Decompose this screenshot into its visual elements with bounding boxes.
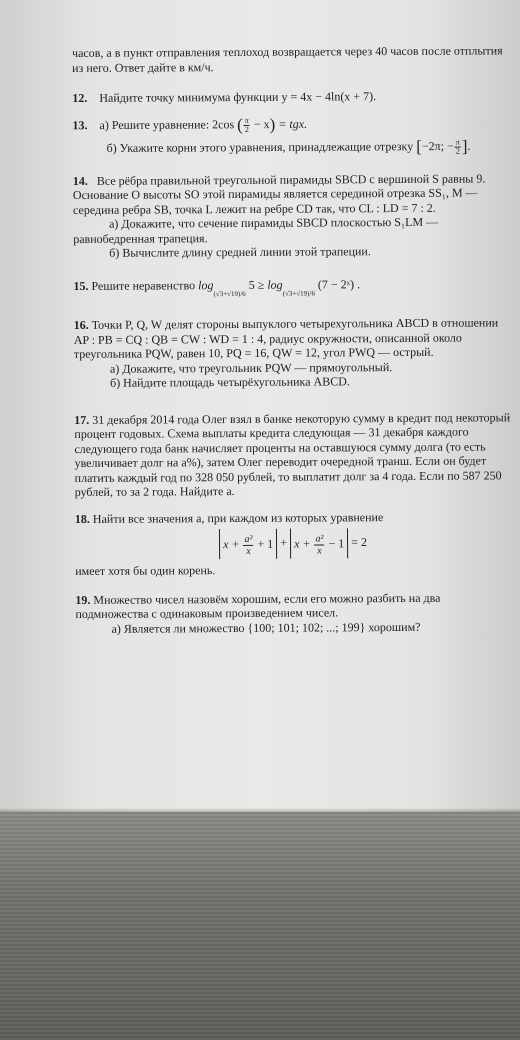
problem-15-prefix: Решите неравенство <box>91 277 196 293</box>
problem-19 <box>75 590 511 622</box>
problem-13b: б) Укажите корни этого уравнения, принадлежащие отрезку [−2π; − $\frac{\pi}{2}$ ]. <box>106 136 471 156</box>
problem-17 <box>74 410 511 500</box>
problem-14-text: Все рёбра правильной треугольной пирамиды SBCD с вершиной S равны 9. Основание O высоты SO этой пирамиды является серединой отрезка SS₁, M — середина ребра SB, точка L лежит на ребре CD так, что CL : LD = 7 : 2. <box>72 170 486 217</box>
problem-18 <box>75 509 511 526</box>
problem-16a: а) Докажите, что треугольник PQW — прямоугольный. <box>109 359 393 376</box>
abs-term-1: x + $\frac{\text{a²}}{x}$ + 1 <box>219 529 277 559</box>
log-function-2: log <box>267 277 283 292</box>
problem-14a: а) Докажите, что сечение пирамиды SBCD плоскостью S₁LM — равнобедренная трапеция. <box>73 214 439 246</box>
problem-18-text: Найти все значения a, при каждом из которых уравнение <box>92 509 384 526</box>
problem-16-number: 16. <box>73 317 89 332</box>
problem-12-number: 12. <box>72 90 88 105</box>
problem-19-number: 19. <box>75 592 91 607</box>
problem-13a-prefix: а) Решите уравнение: 2cos <box>99 116 235 132</box>
log-base-2: (√3+√19)/6 <box>282 289 315 298</box>
problem-13a-suffix: = tgx. <box>278 116 308 131</box>
intro-text: часов, а в пункт отправления теплоход возвращается через 40 часов после отплытия из него. Ответ дайте в км/ч. <box>72 43 503 75</box>
problem-17-number: 17. <box>74 412 90 427</box>
problem-sheet-text <box>72 43 512 636</box>
problem-14b: б) Вычислите длину средней линии этой трапеции. <box>109 244 371 260</box>
log-function-1: log <box>198 277 214 292</box>
problem-19-text: Множество чисел назовём хорошим, если его можно разбить на два подмножества с одинаковым произведением чисел. <box>75 590 441 621</box>
problem-15-number: 15. <box>73 278 89 293</box>
problem-15-mid: 5 ≥ <box>248 277 265 292</box>
problem-17-text: 31 декабря 2014 года Олег взял в банке некоторую сумму в кредит под некоторый процент годовых. Схема выплаты кредита следующая — 31 декабря каждого следующего года банк начисляет проценты на оставшуюся сумму долга (то есть увеличивает долг на a%), затем Олег переводит очередной транш. Если он будет платить каждый год по 328 050 рублей, то выплатит долг за 4 года. Если по 587 250 рублей, то за 2 года. Найдите a. <box>74 409 511 499</box>
problem-13a: 13. а) Решите уравнение: 2cos ( $\frac{\pi}{2}$ − x) = tgx. <box>72 114 308 134</box>
problem-14-number: 14. <box>72 173 88 188</box>
equation-rhs: = 2 <box>351 534 368 550</box>
problem-18-number: 18. <box>74 511 90 526</box>
problem-15 <box>73 276 509 302</box>
problem-13a-rest: − x <box>253 116 270 131</box>
pi-over-two-fraction: $\frac{\pi}{2}$ <box>244 115 249 134</box>
problem-13-number: 13. <box>72 117 88 132</box>
problem-16-text: Точки P, Q, W делят стороны выпуклого четырехугольника ABCD в отношении AP : PB = CQ : QB = CW : WD = 1 : 4, радиус окружности, описанной около треугольника PQW, равен 10, PQ = 16, QW = 12, угол PWQ — острый. <box>73 315 499 361</box>
problem-18-equation <box>75 527 511 560</box>
abs-term-2: x + $\frac{\text{a²}}{x}$ − 1 <box>290 528 348 558</box>
problem-12-text: Найдите точку минимума функции y = 4x − 4ln(x + 7). <box>99 89 377 105</box>
problem-13b-interval: −2π; − <box>421 138 454 153</box>
problem-13b-text: б) Укажите корни этого уравнения, принадлежащие отрезку <box>106 138 414 155</box>
problem-19a: а) Является ли множество {100; 101; 102; ...; 199} хорошим? <box>111 619 421 636</box>
log-base-1: (√3+√19)/6 <box>213 289 246 298</box>
pi-over-two-fraction-b: $\frac{\pi}{2}$ <box>455 137 460 156</box>
problem-16 <box>74 315 510 361</box>
problem-15-tail: (7 − 2ˣ) . <box>317 276 361 292</box>
problem-16b: б) Найдите площадь четырёхугольника ABCD. <box>110 374 350 390</box>
problem-18-tail: имеет хотя бы один корень. <box>75 563 216 578</box>
equation-plus: + <box>280 535 288 550</box>
floor-background <box>0 812 520 1040</box>
problem-14 <box>73 171 509 217</box>
